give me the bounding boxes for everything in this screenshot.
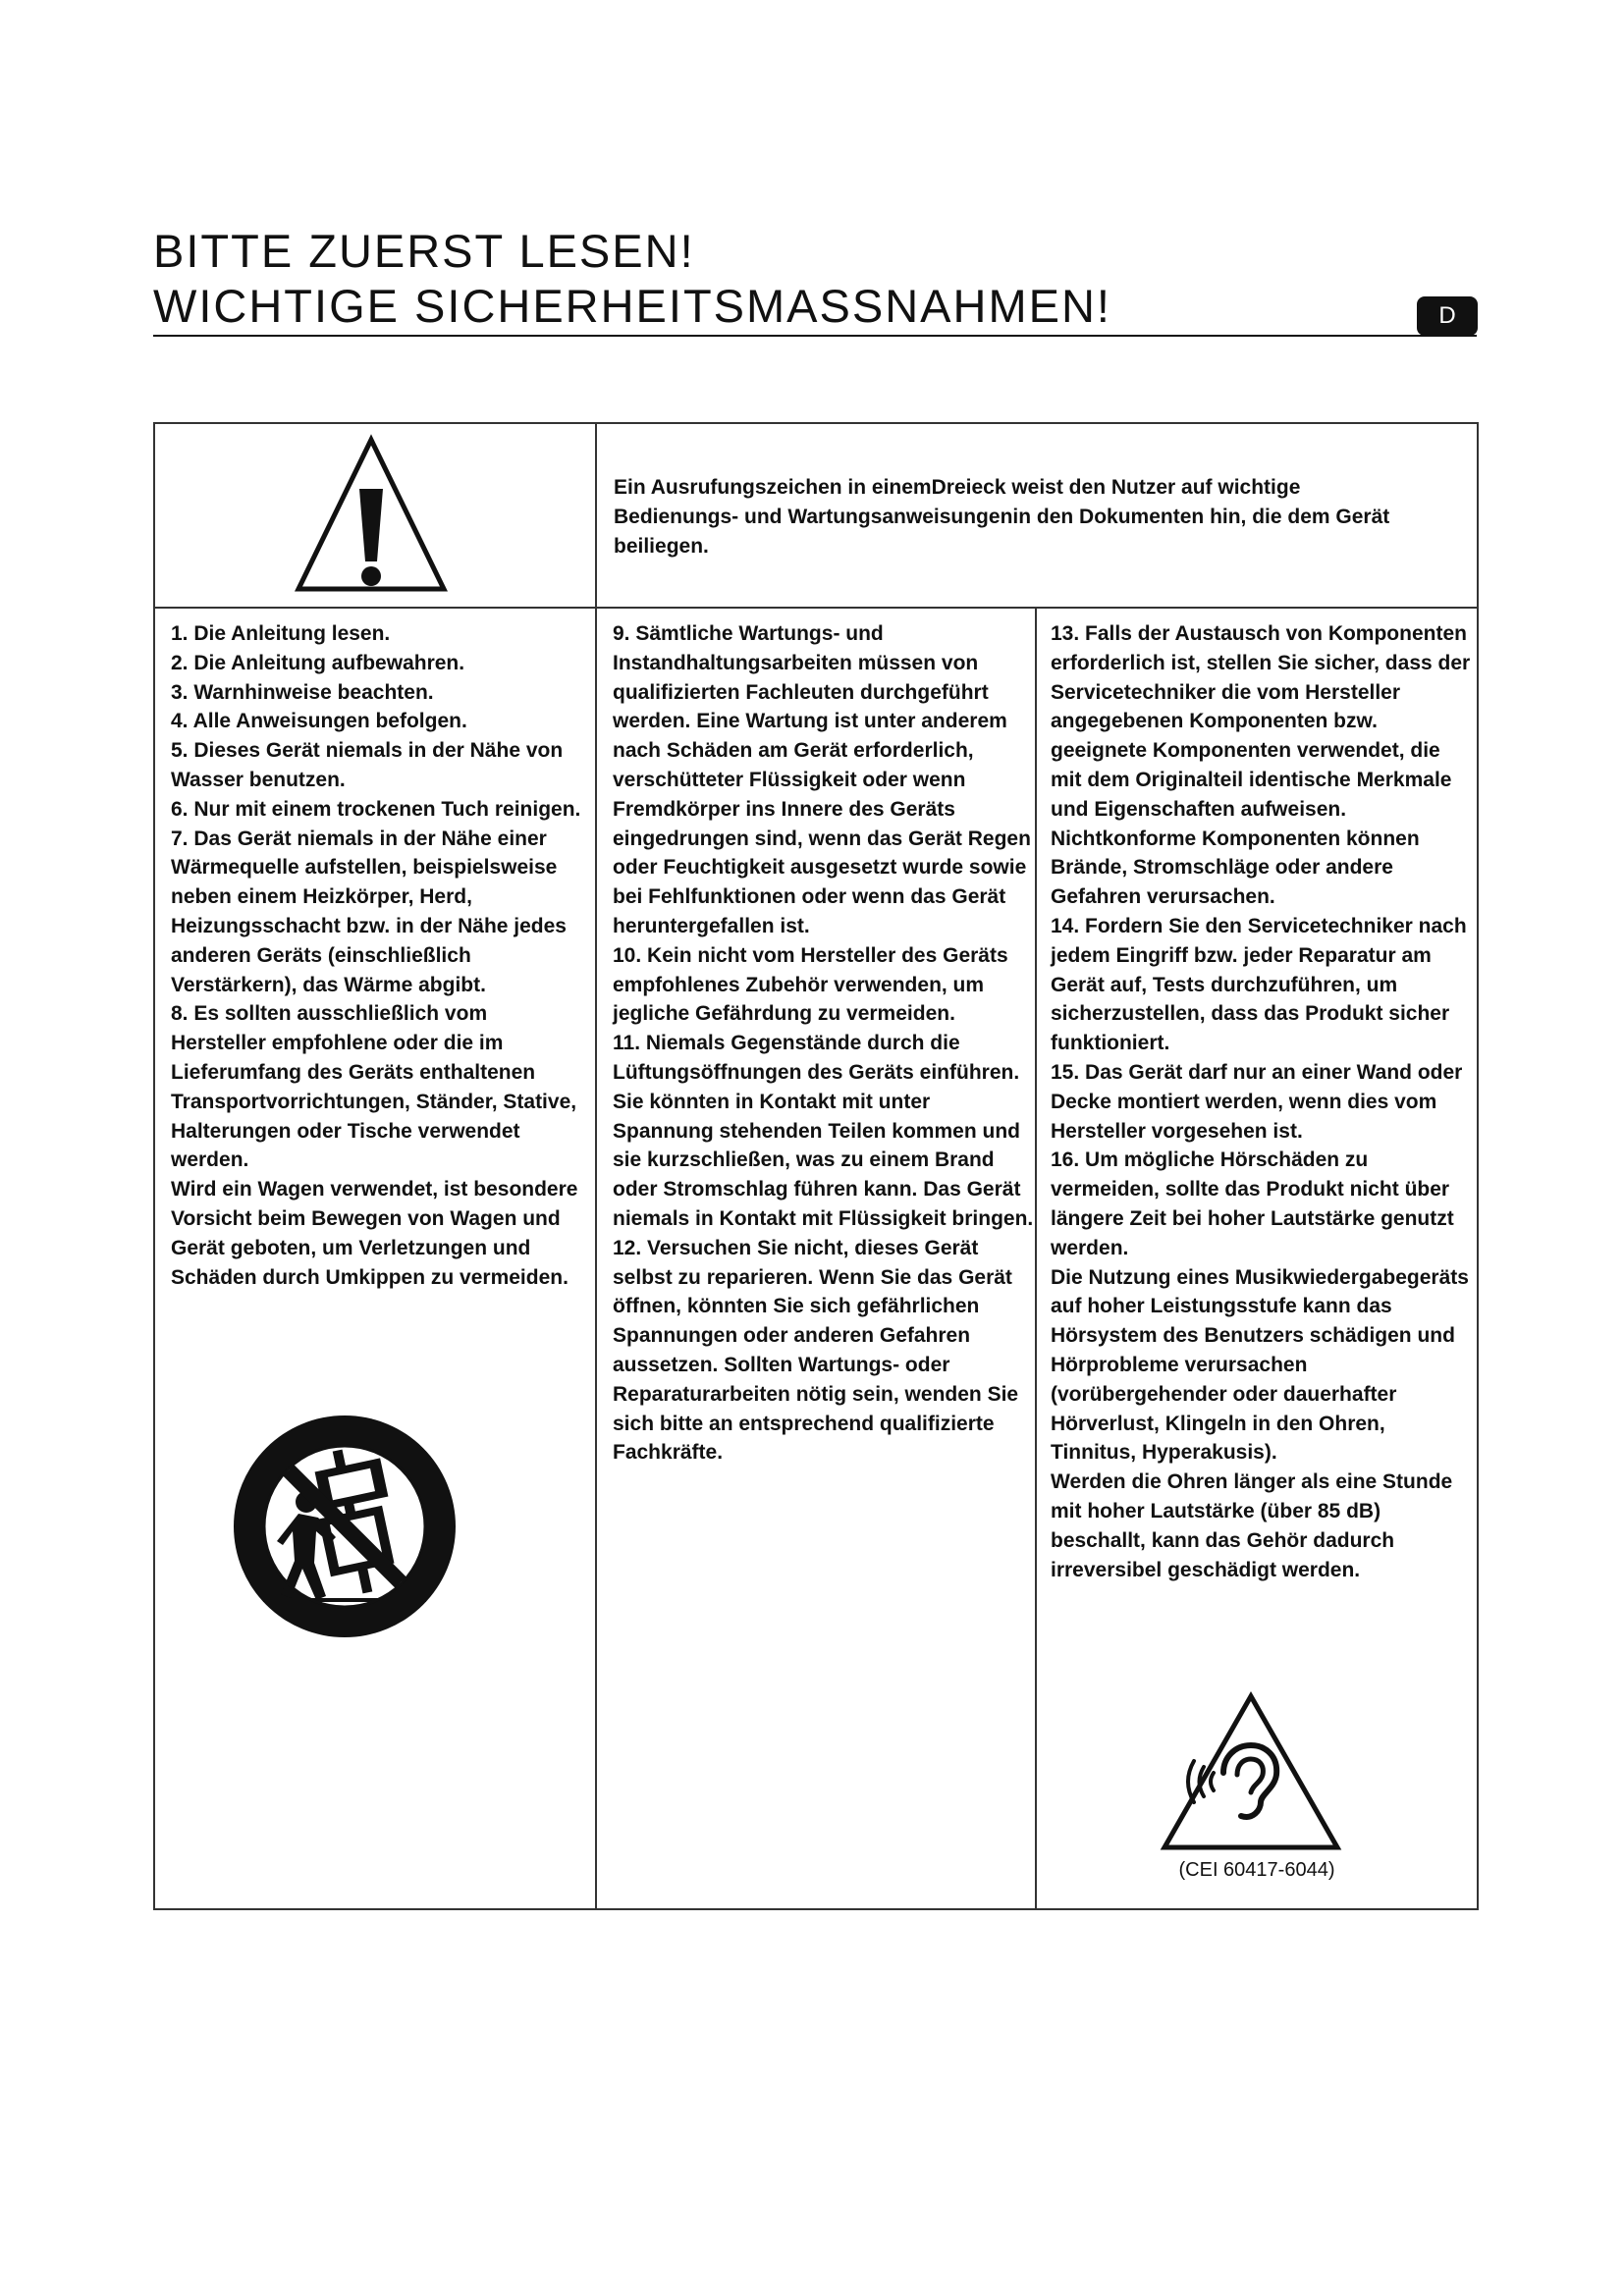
language-badge: D	[1417, 296, 1478, 336]
notice-text: Ein Ausrufungszeichen in einemDreieck weist den Nutzer auf wichtige Bedienungs- und Wartungsanweisungenin den Dokumenten hin, die dem Gerät beiliegen.	[614, 476, 1390, 558]
table-divider-horizontal	[153, 607, 1479, 609]
list-item: 12. Versuchen Sie nicht, dieses Gerät selbst zu reparieren. Wenn Sie das Gerät öffnen, könnten Sie sich gefährlichen Spannungen oder anderen Gefahren aussetzen. Sollten Wartungs- oder Reparaturarbeiten nötig sein, wenden Sie sich bitte an entsprechend qualifizierte Fachkräfte.	[613, 1236, 1019, 1465]
list-item: 15. Das Gerät darf nur an einer Wand oder Decke montiert werden, wenn dies vom Hersteller vorgesehen ist.	[1051, 1060, 1463, 1143]
list-item: 4. Alle Anweisungen befolgen.	[171, 710, 467, 733]
hearing-damage-warning-icon	[1159, 1690, 1343, 1853]
list-item: 9. Sämtliche Wartungs- und Instandhaltungsarbeiten müssen von qualifizierten Fachleuten durchgeführt werden. Eine Wartung ist unter anderem nach Schäden am Gerät erforderlich, verschütteter Flüssigkeit oder wenn Fremdkörper ins Innere des Geräts eingedrungen sind, wenn das Gerät Regen oder Feuchtigkeit ausgesetzt wurde sowie bei Fehlfunktionen oder wenn das Gerät heruntergefallen ist.	[613, 622, 1031, 937]
list-item: 3. Warnhinweise beachten.	[171, 680, 434, 704]
list-item: 6. Nur mit einem trockenen Tuch reinigen.	[171, 797, 581, 821]
page-heading	[153, 224, 1477, 334]
heading-line-2: WICHTIGE SICHERHEITSMASSNAHMEN!	[153, 280, 1111, 332]
list-item: 2. Die Anleitung aufbewahren.	[171, 651, 465, 674]
column-3-text	[1051, 619, 1473, 1584]
list-item: 14. Fordern Sie den Servicetechniker nach jedem Eingriff bzw. jeder Reparatur am Gerät auf, Tests durchzuführen, um sicherzustellen, dass das Produkt sicher funktioniert.	[1051, 914, 1467, 1055]
heading-line-1: BITTE ZUERST LESEN!	[153, 225, 695, 277]
table-divider-vertical-2	[1035, 609, 1037, 1910]
list-item: 11. Niemals Gegenstände durch die Lüftungsöffnungen des Geräts einführen. Sie könnten in Kontakt mit unter Spannung stehenden Teilen kommen und sie kurzschließen, was zu einem Brand oder Stromschlag führen kann. Das Gerät niemals in Kontakt mit Flüssigkeit bringen.	[613, 1032, 1034, 1230]
list-item: 7. Das Gerät niemals in der Nähe einer Wärmequelle aufstellen, beispielsweise neben einem Heizkörper, Herd, Heizungsschacht bzw. in der Nähe jedes anderen Geräts (einschließlich Verstärkern), das Wärme abgibt.	[171, 827, 567, 996]
list-item: 1. Die Anleitung lesen.	[171, 622, 391, 645]
list-item: Die Nutzung eines Musikwiedergabegeräts auf hoher Leistungsstufe kann das Hörsystem des Benutzers schädigen und Hörprobleme verursachen (vorübergehender oder dauerhafter Hörverlust, Klingeln in den Ohren, Tinnitus, Hyperakusis).	[1051, 1265, 1469, 1465]
cart-tip-over-warning-icon	[234, 1415, 456, 1637]
list-item: 16. Um mögliche Hörschäden zu vermeiden, sollte das Produkt nicht über längere Zeit bei hoher Lautstärke genutzt werden.	[1051, 1148, 1454, 1259]
heading-underline	[153, 335, 1477, 337]
column-2-text	[613, 619, 1035, 1468]
list-item: 5. Dieses Gerät niemals in der Nähe von Wasser benutzen.	[171, 739, 564, 791]
list-item: 13. Falls der Austausch von Komponenten erforderlich ist, stellen Sie sicher, dass der Servicetechniker die vom Hersteller angegebenen Komponenten bzw. geeignete Komponenten verwendet, die mit dem Originalteil identische Merkmale und Eigenschaften aufweisen. Nichtkonforme Komponenten können Brände, Stromschläge oder andere Gefahren verursachen.	[1051, 622, 1471, 909]
list-item: 8. Es sollten ausschließlich vom Hersteller empfohlene oder die im Lieferumfang des Geräts enthaltenen Transportvorrichtungen, Ständer, Stative, Halterungen oder Tische verwendet werden.	[171, 1002, 577, 1172]
table-divider-vertical-1	[595, 422, 597, 1910]
column-1-text	[171, 619, 583, 1292]
hearing-standard-caption: (CEI 60417-6044)	[1178, 1859, 1335, 1881]
list-item: 10. Kein nicht vom Hersteller des Geräts empfohlenes Zubehör verwenden, um jegliche Gefährdung zu vermeiden.	[613, 943, 1008, 1026]
list-item: Werden die Ohren länger als eine Stunde mit hoher Lautstärke (über 85 dB) beschallt, kann das Gehör dadurch irreversibel geschädigt werden.	[1051, 1470, 1453, 1581]
exclamation-triangle-icon	[295, 436, 448, 593]
list-item: Wird ein Wagen verwendet, ist besondere Vorsicht beim Bewegen von Wagen und Gerät geboten, um Verletzungen und Schäden durch Umkippen zu vermeiden.	[171, 1178, 578, 1289]
